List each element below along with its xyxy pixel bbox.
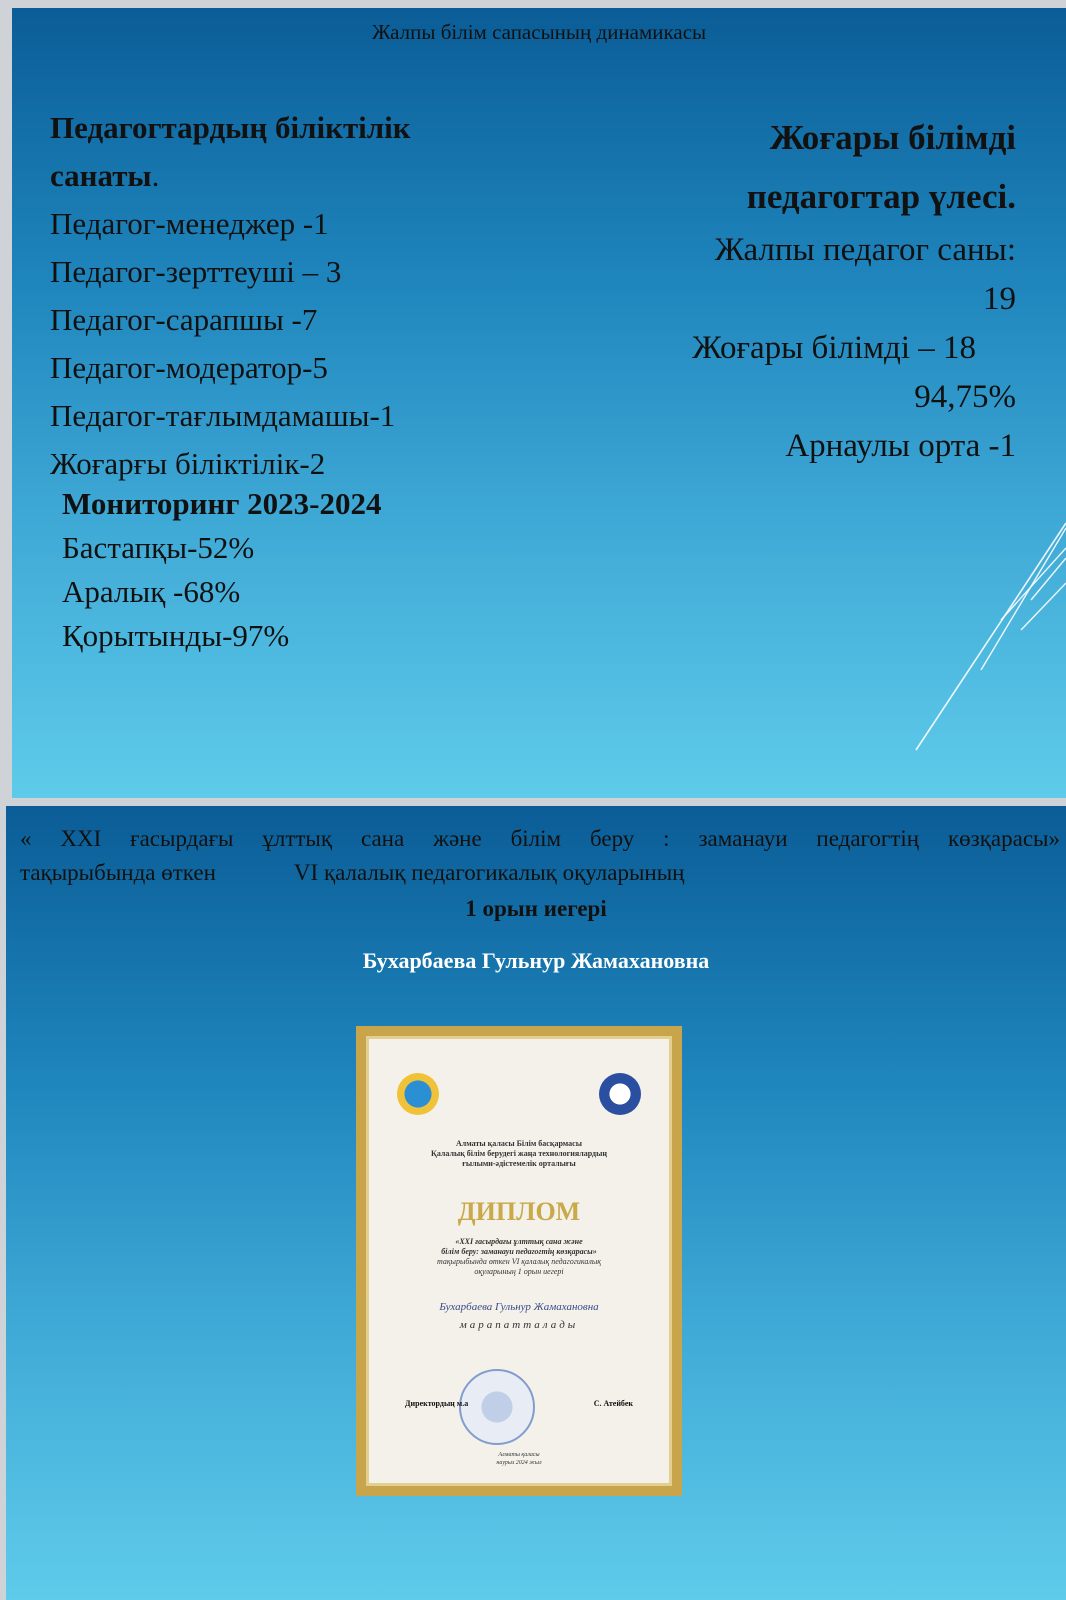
list-item: Бастапқы-52% bbox=[62, 530, 255, 565]
slide-title: Жалпы білім сапасының динамикасы bbox=[371, 20, 707, 44]
monitoring-heading: Мониторинг 2023-2024 bbox=[62, 486, 382, 521]
stamp-icon bbox=[459, 1369, 535, 1445]
city-emblem-icon bbox=[397, 1073, 439, 1115]
diploma-director: Директордың м.а bbox=[405, 1399, 469, 1408]
diploma-text: «XXI ғасырдағы ұлттық сана және bbox=[455, 1237, 583, 1246]
monitoring-block bbox=[62, 482, 382, 658]
diploma-awarded: марапатталады bbox=[459, 1319, 579, 1331]
place-title: 1 орын иегері bbox=[465, 896, 607, 921]
list-item: Педагог-сарапшы -7 bbox=[50, 302, 318, 337]
diploma-image bbox=[356, 1026, 682, 1496]
higher-edu-heading-line2: педагогтар үлесі. bbox=[746, 177, 1016, 216]
diploma-org: Қалалық білім берудегі жаңа технологиялардың bbox=[431, 1149, 607, 1158]
slide-diploma bbox=[6, 806, 1066, 1600]
winner-name: Бухарбаева Гульнур Жамахановна bbox=[362, 948, 710, 973]
diploma-org: Алматы қаласы Білім басқармасы bbox=[456, 1139, 582, 1148]
higher-education-block bbox=[692, 108, 1016, 471]
higher-edu-count: Жоғары білімді – 18 bbox=[692, 330, 976, 366]
diploma-sheet bbox=[366, 1036, 672, 1486]
list-item: Педагог-тағлымдамашы-1 bbox=[50, 398, 396, 433]
higher-edu-percent: 94,75% bbox=[914, 379, 1016, 415]
diploma-text: білім беру: заманауи педагогтің көзқарасы» bbox=[441, 1247, 597, 1256]
diploma-handwritten-name: Бухарбаева Гульнур Жамахановна bbox=[439, 1301, 599, 1313]
list-item: Жоғарғы біліктілік-2 bbox=[50, 446, 326, 481]
event-subtitle: тақырыбында өткен VI қалалық педагогикалық оқуларының bbox=[20, 860, 685, 885]
list-item: Педагог-зерттеуші – 3 bbox=[50, 254, 342, 289]
list-item: Аралық -68% bbox=[62, 574, 241, 609]
event-title: « XXI ғасырдағы ұлттық сана және білім беру : заманауи педагогтің көзқарасы» bbox=[20, 826, 1060, 851]
qualification-heading-line2: санаты. bbox=[50, 158, 160, 193]
higher-edu-heading: Жоғары білімді bbox=[769, 118, 1016, 157]
diploma-text: оқуларының 1 орын иегері bbox=[474, 1267, 564, 1276]
list-item: Педагог-менеджер -1 bbox=[50, 206, 329, 241]
qualification-list bbox=[50, 104, 411, 488]
qualification-heading: Педагогтардың біліктілік bbox=[50, 110, 411, 145]
list-item: Педагог-модератор-5 bbox=[50, 350, 328, 385]
diploma-city: Алматы қаласы bbox=[498, 1452, 540, 1458]
diploma-title: ДИПЛОМ bbox=[457, 1197, 581, 1226]
diploma-date: наурыз 2024 жыл bbox=[496, 1460, 542, 1466]
slide-quality-dynamics bbox=[12, 8, 1066, 798]
center-logo-icon bbox=[599, 1073, 641, 1115]
diploma-org: ғылыми-әдістемелік орталығы bbox=[462, 1159, 576, 1168]
list-item: Қорытынды-97% bbox=[62, 618, 290, 653]
total-value: 19 bbox=[983, 281, 1016, 317]
total-label: Жалпы педагог саны: bbox=[714, 232, 1016, 268]
diploma-signer: С. Атейбек bbox=[593, 1399, 633, 1408]
special-edu: Арнаулы орта -1 bbox=[785, 428, 1016, 464]
diploma-text: тақырыбында өткен VI қалалық педагогикалық bbox=[436, 1257, 602, 1266]
event-description bbox=[20, 822, 1060, 890]
